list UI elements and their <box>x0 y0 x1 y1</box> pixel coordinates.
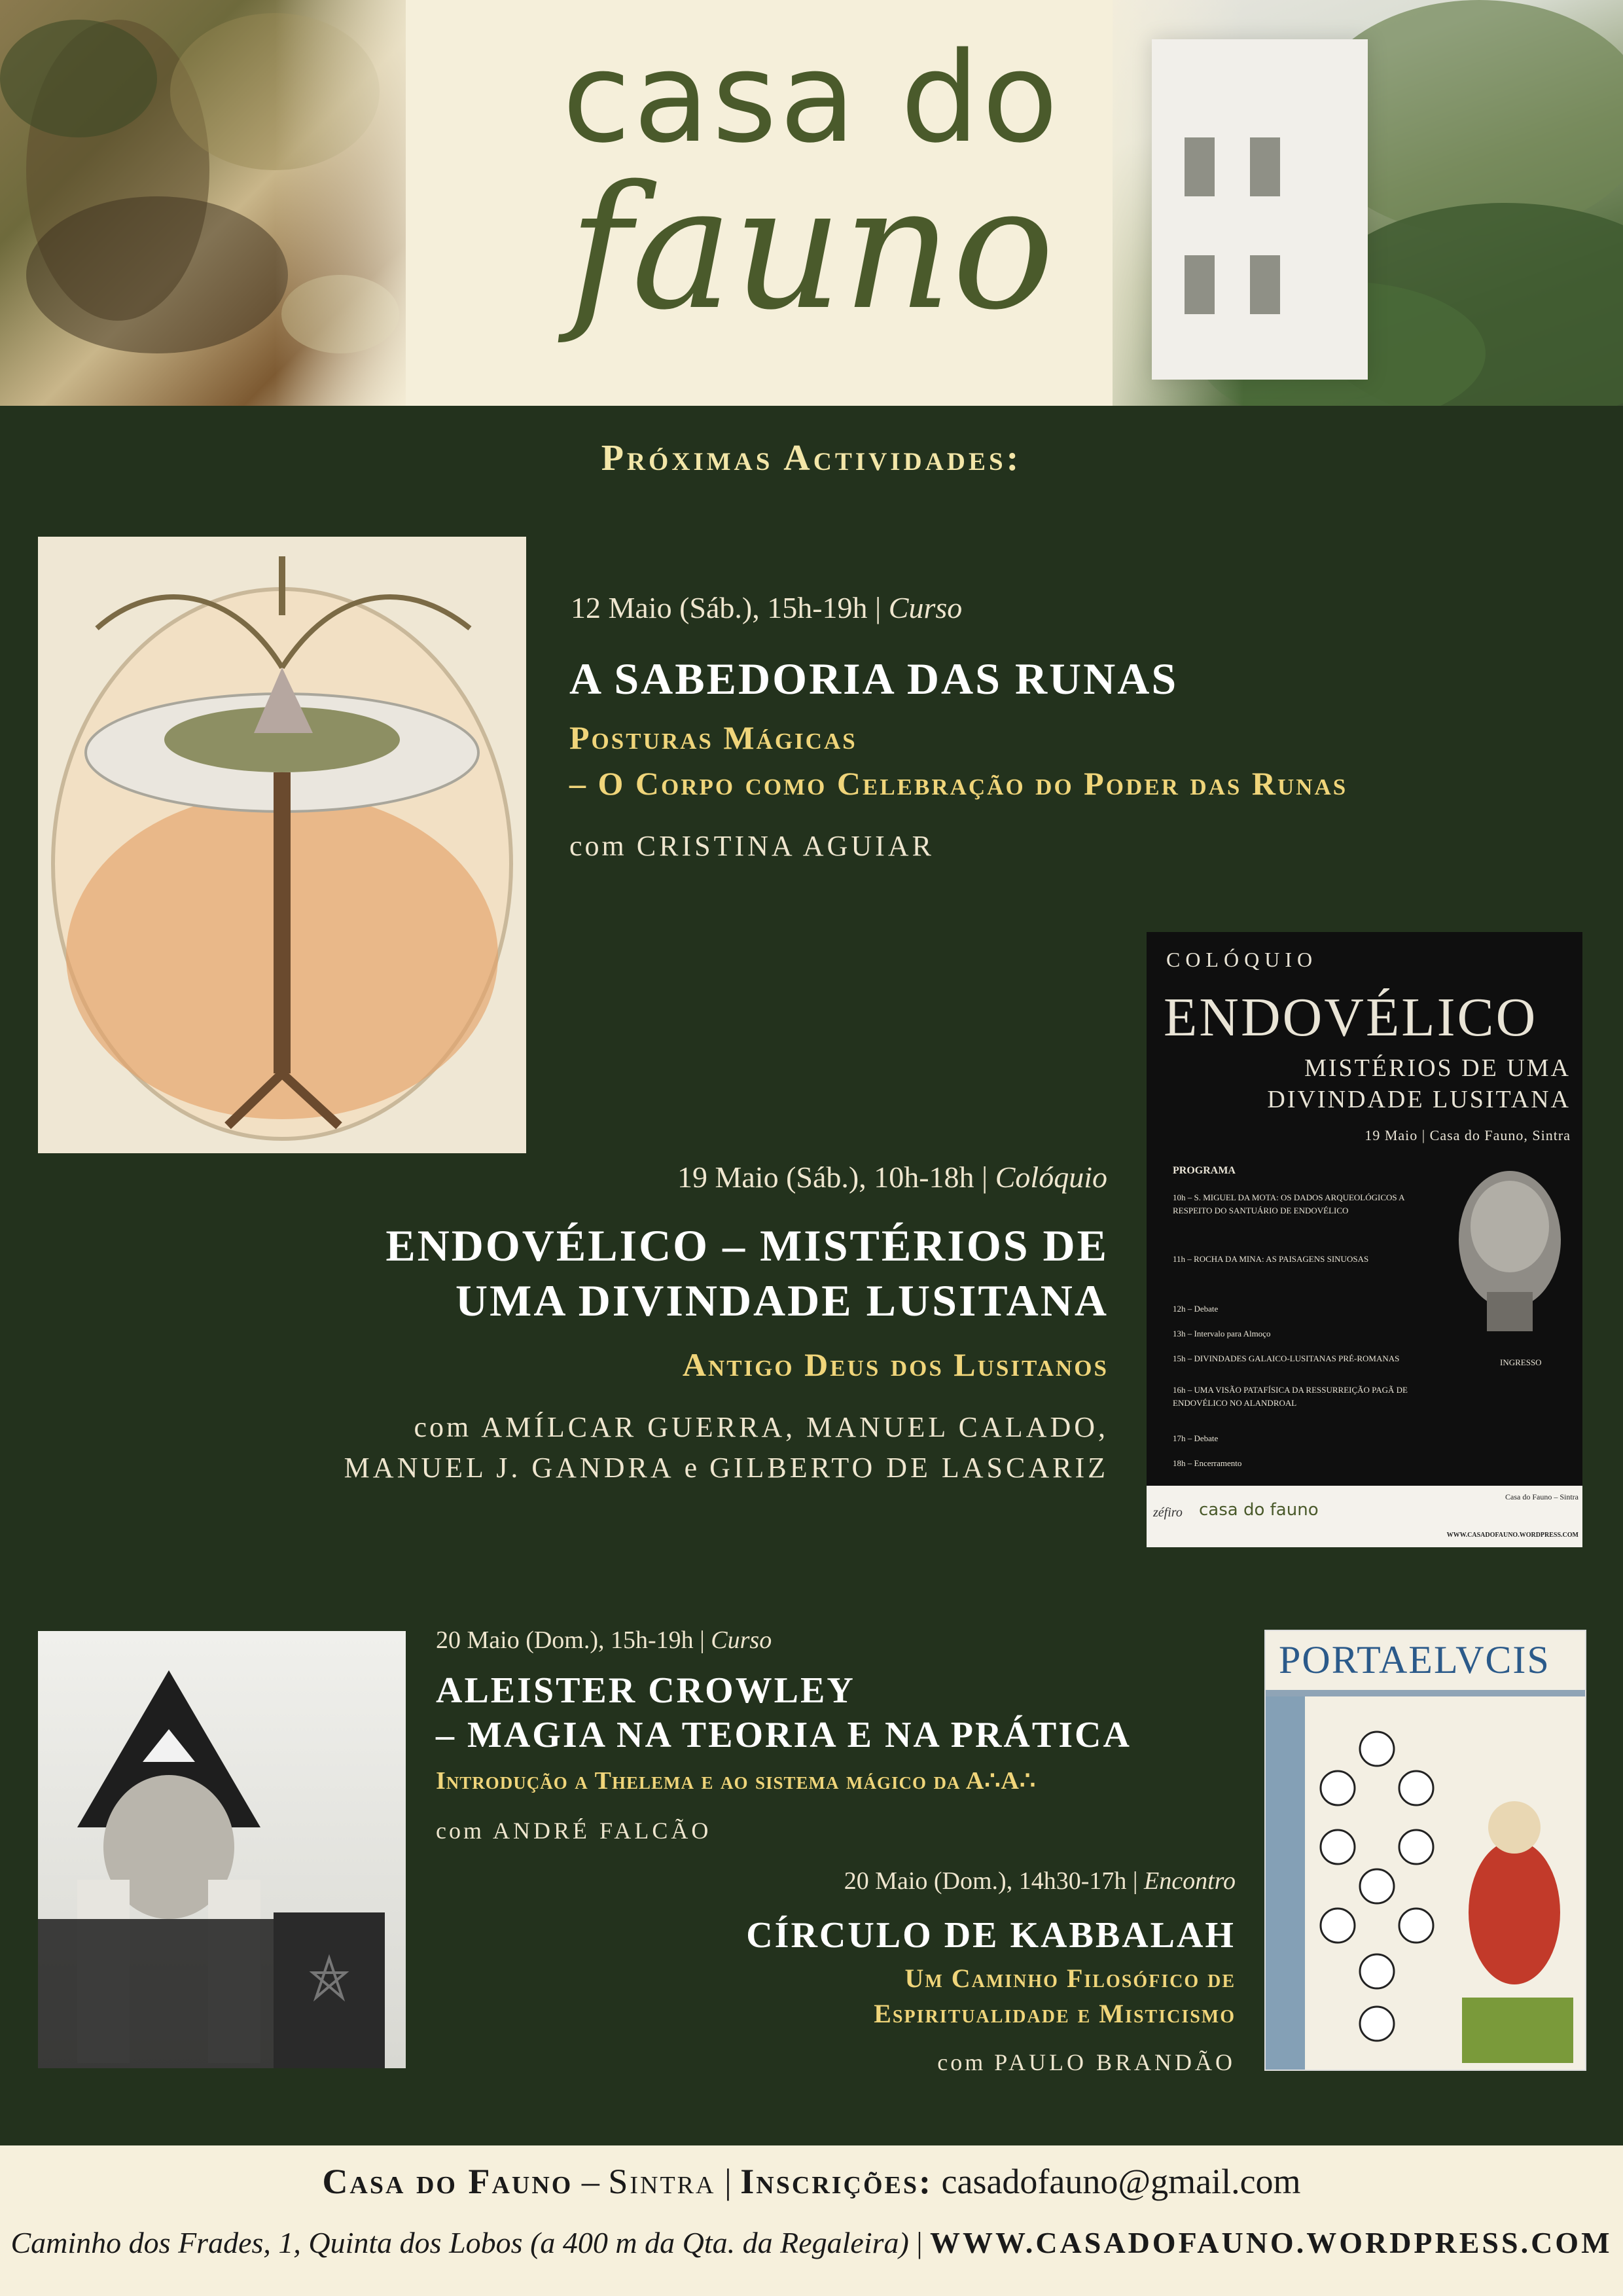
event2-title-line1: ENDOVÉLICO – MISTÉRIOS DE <box>385 1221 1109 1270</box>
poster-sub1: MISTÉRIOS DE UMA <box>1304 1054 1571 1082</box>
presenter-names: GILBERTO DE LASCARIZ <box>709 1452 1109 1484</box>
yggdrasil-illustration <box>38 537 526 1153</box>
footer-email-link[interactable]: casadofauno@gmail.com <box>941 2162 1301 2201</box>
footer-separator: | <box>916 2226 923 2259</box>
event3-title-line1: ALEISTER CROWLEY <box>436 1670 855 1711</box>
footer-org: Casa do Fauno <box>322 2162 573 2201</box>
event1-subtitle-line2: – O Corpo como Celebração do Poder das Runas <box>569 765 1348 802</box>
event3-presenter <box>436 1810 711 1851</box>
presenter-names: MANUEL J. GANDRA <box>344 1452 675 1484</box>
event4-type: Encontro <box>1143 1867 1236 1895</box>
event1-type: Curso <box>888 591 963 624</box>
event4-subtitle-line2: Espiritualidade e Misticismo <box>874 1999 1236 2028</box>
house-window <box>1250 255 1280 314</box>
event2-presenters-line1 <box>131 1407 1109 1448</box>
event1-subtitle-line1: Posturas Mágicas <box>569 719 857 756</box>
event2-subtitle: Antigo Deus dos Lusitanos <box>682 1346 1109 1383</box>
event2-presenters-line2 <box>131 1448 1109 1488</box>
house-window <box>1185 137 1215 196</box>
event2-date <box>406 1160 1107 1194</box>
event2-date-text: 19 Maio (Sáb.), 10h-18h | <box>677 1160 988 1194</box>
presenter-names: AMÍLCAR GUERRA, MANUEL CALADO, <box>481 1411 1109 1443</box>
poster-item: 13h – Intervalo para Almoço <box>1173 1329 1271 1338</box>
poster-title: ENDOVÉLICO <box>1164 987 1538 1048</box>
house-window <box>1250 137 1280 196</box>
poster-footer <box>1147 1486 1582 1547</box>
event2-title-line2: UMA DIVINDADE LUSITANA <box>455 1276 1109 1325</box>
event4-subtitle-line1: Um Caminho Filosófico de <box>904 1964 1236 1993</box>
poster-item: 12h – Debate <box>1173 1304 1219 1314</box>
poster-date: 19 Maio | Casa do Fauno, Sintra <box>1364 1127 1571 1143</box>
footer-contact-line <box>0 2161 1623 2202</box>
section-title: Próximas Actividades: <box>601 438 1022 478</box>
poster-item: 11h – ROCHA DA MINA: AS PAISAGENS SINUOSAS <box>1173 1254 1369 1264</box>
event1-presenter <box>569 826 935 867</box>
poster-programa: PROGRAMA <box>1173 1165 1236 1176</box>
poster-footer-org: Casa do Fauno – Sintra <box>1505 1492 1578 1501</box>
bust-sculpture-art <box>1448 1168 1572 1331</box>
poster-ingresso: INGRESSO <box>1500 1357 1542 1367</box>
event3-type: Curso <box>711 1626 772 1654</box>
presenter-names: PAULO BRANDÃO <box>994 2049 1236 2075</box>
sephirot-tree-art <box>1266 1631 1585 2070</box>
house-window <box>1185 255 1215 314</box>
poster-footer-sponsor: zéfiro <box>1153 1505 1183 1520</box>
logo-text-casa-do: casa do <box>562 26 1061 170</box>
poster-item: 15h – DIVINDADES GALAICO-LUSITANAS PRÉ-ROMANAS <box>1173 1354 1400 1363</box>
event4-title: CÍRCULO DE KABBALAH <box>746 1915 1236 1956</box>
event3-title-line2: – MAGIA NA TEORIA E NA PRÁTICA <box>436 1715 1132 1755</box>
header-banner <box>0 0 1623 406</box>
footer-address-line <box>0 2225 1623 2260</box>
presenter-prefix: com <box>414 1411 472 1443</box>
footer-dash: – <box>581 2162 599 2201</box>
footer-website-link[interactable]: WWW.CASADOFAUNO.WORDPRESS.COM <box>930 2226 1613 2259</box>
event1-date-text: 12 Maio (Sáb.), 15h-19h | <box>571 591 882 624</box>
footer-place: Sintra <box>608 2162 716 2201</box>
footer-address: Caminho dos Frades, 1, Quinta dos Lobos (a 400 m da Qta. da Regaleira) <box>10 2226 909 2259</box>
event3-date-text: 20 Maio (Dom.), 15h-19h | <box>436 1626 705 1654</box>
event4-date <box>589 1867 1236 1895</box>
crowley-portrait-art <box>38 1631 406 2068</box>
event4-presenter <box>589 2042 1236 2083</box>
poster-item: 16h – UMA VISÃO PATAFÍSICA DA RESSURREIÇÃO PAGÃ DE ENDOVÉLICO NO ALANDROAL <box>1173 1385 1408 1408</box>
event3-date <box>436 1626 772 1655</box>
event4-date-text: 20 Maio (Dom.), 14h30-17h | <box>844 1867 1138 1895</box>
poster-kicker: COLÓQUIO <box>1166 948 1318 971</box>
footer-inscricoes-label: Inscrições: <box>740 2162 933 2201</box>
poster-item: 17h – Debate <box>1173 1433 1219 1443</box>
footer-separator: | <box>724 2162 732 2201</box>
header-left-fade <box>275 0 445 406</box>
porta-lucis-title: PORTAELVCIS <box>1279 1638 1550 1681</box>
house-facade <box>1152 39 1368 380</box>
logo-text-fauno: fauno <box>568 150 1055 348</box>
event3-subtitle: Introdução a Thelema e ao sistema mágico da A∴A∴ <box>436 1767 1037 1795</box>
poster-item: 10h – S. MIGUEL DA MOTA: OS DADOS ARQUEOLÓGICOS A RESPEITO DO SANTUÁRIO DE ENDOVÉLICO <box>1173 1193 1404 1215</box>
endovelico-poster <box>1147 932 1582 1547</box>
event1-title: A SABEDORIA DAS RUNAS <box>569 654 1179 704</box>
presenter-prefix: com <box>937 2049 986 2075</box>
presenter-names: ANDRÉ FALCÃO <box>492 1818 712 1844</box>
event2-type: Colóquio <box>995 1160 1107 1194</box>
world-tree-art <box>38 537 526 1153</box>
presenter-names: CRISTINA AGUIAR <box>636 830 935 862</box>
poster-item: 18h – Encerramento <box>1173 1458 1242 1468</box>
presenter-prefix: com <box>569 830 627 862</box>
poster-footer-logo: casa do fauno <box>1199 1500 1319 1520</box>
poster-sub2: DIVINDADE LUSITANA <box>1267 1086 1571 1113</box>
poster-footer-url: WWW.CASADOFAUNO.WORDPRESS.COM <box>1446 1532 1578 1539</box>
crowley-photo <box>38 1631 406 2068</box>
event1-date <box>571 590 962 625</box>
presenter-and: e <box>684 1452 700 1484</box>
presenter-prefix: com <box>436 1818 484 1844</box>
porta-lucis-woodcut <box>1264 1630 1586 2071</box>
